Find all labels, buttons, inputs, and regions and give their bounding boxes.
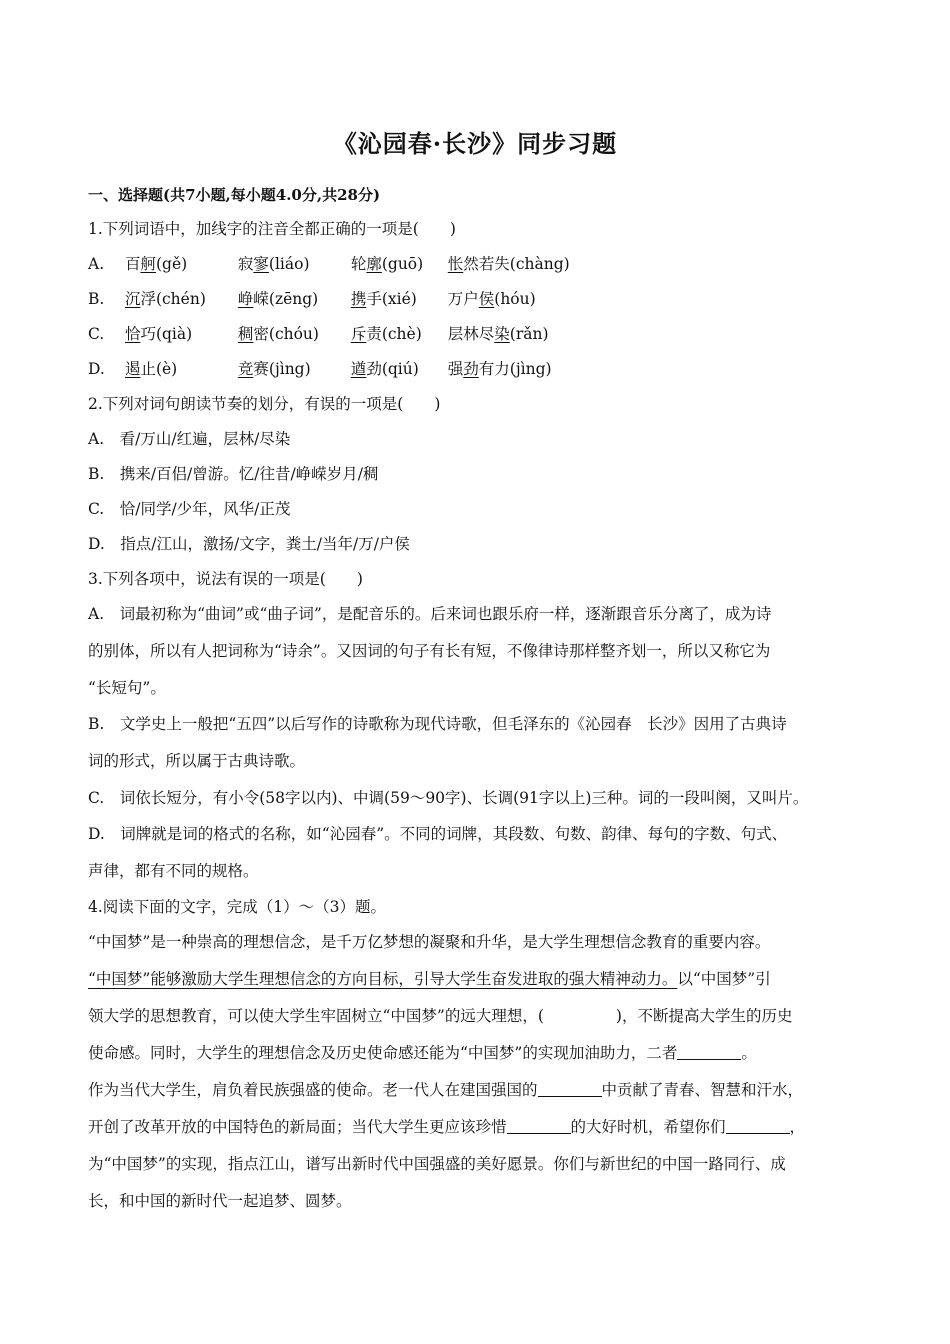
option-word: 强劲有力(jìng) [447,360,552,378]
question-3-option-b-line2: 词的形式，所以属于古典诗歌。 [88,752,306,770]
passage-line-5: 作为当代大学生，肩负着民族强盛的使命。老一代人在建国强国的 中贡献了青春、智慧和汗水， [88,1081,804,1099]
answer-blank[interactable] [507,1117,571,1134]
underlined-sentence: “中国梦”能够激励大学生理想信念的方向目标，引导大学生奋发进取的强大精神动力。 [88,970,678,988]
question-3-option-d-line1: D. 词牌就是词的格式的名称，如“沁园春”。不同的词牌，其段数、句数、韵律、每句的字数、句式、 [88,825,788,843]
option-label: B. [88,290,105,308]
option-label: A. [88,255,105,273]
question-3-option-a-line1: A. 词最初称为“曲词”或“曲子词”，是配音乐的。后来词也跟乐府一样，逐渐跟音乐分离了，成为诗 [88,605,772,623]
question-1-option-d [88,359,552,379]
question-3-option-b-line1: B. 文学史上一般把“五四”以后写作的诗歌称为现代诗歌，但毛泽东的《沁园春 长沙》因用了古典诗 [88,715,787,733]
option-word: 万户侯(hóu) [447,290,536,308]
passage-line-6: 开创了改革开放的中国特色的新局面；当代大学生更应该珍惜 的大好时机，希望你们 ， [88,1118,806,1136]
question-2-option-b: B. 携来/百侣/曾游。忆/往昔/峥嵘岁月/稠 [88,465,379,483]
answer-blank[interactable] [538,1080,602,1097]
option-word: 斥责(chè) [350,325,422,343]
question-3-option-c-line1: C. 词依长短分，有小令(58字以内)、中调(59～90字)、长调(91字以上)三种。词的一段叫阕，又叫片。 [88,789,809,807]
question-2-option-d: D. 指点/江山，激扬/文字，粪土/当年/万/户侯 [88,535,410,553]
question-4-stem: 4.阅读下面的文字，完成（1）～（3）题。 [88,898,387,916]
question-3-stem: 3.下列各项中，说法有误的一项是( ) [88,570,363,588]
option-word: 稠密(chóu) [237,325,319,343]
answer-blank[interactable] [726,1117,790,1134]
answer-blank[interactable] [677,1043,741,1060]
passage-line-4: 使命感。同时，大学生的理想信念及历史使命感还能为“中国梦”的实现加油助力，二者 。 [88,1044,757,1062]
passage-line-8: 长，和中国的新时代一起追梦、圆梦。 [88,1192,352,1210]
option-word: 百舸(gě) [124,255,188,273]
option-label: D. [88,360,105,378]
option-word: 恰巧(qià) [124,325,193,343]
option-word: 寂寥(liáo) [237,255,310,273]
question-1-stem: 1.下列词语中，加线字的注音全都正确的一项是( ) [88,220,456,238]
question-2-option-a: A. 看/万山/红遍，层林/尽染 [88,430,291,448]
question-2-stem: 2.下列对词句朗读节奏的划分，有误的一项是( ) [88,395,441,413]
option-word: 竞赛(jìng) [237,360,311,378]
page-title: 《沁园春·长沙》同步习题 [332,129,618,158]
question-1-option-c [88,324,549,344]
question-3-option-a-line3: “长短句”。 [88,679,166,697]
option-word: 层林尽染(rǎn) [447,325,549,343]
passage-line-3: 领大学的思想教育，可以使大学生牢固树立“中国梦”的远大理想，( )，不断提高大学生的历史 [88,1007,793,1025]
option-word: 峥嵘(zēng) [237,290,319,308]
option-word: 遒劲(qiú) [350,360,419,378]
option-label: C. [88,325,105,343]
option-word: 怅然若失(chàng) [447,255,570,273]
passage-line-1: “中国梦”是一种崇高的理想信念，是千万亿梦想的凝聚和升华，是大学生理想信念教育的重要内容。 [88,933,771,951]
question-3-option-a-line2: 的别体，所以有人把词称为“诗余”。又因词的句子有长有短，不像律诗那样整齐划一，所以又称它为 [88,642,771,660]
question-1-option-a [88,254,570,274]
option-word: 沉浮(chén) [124,290,206,308]
option-word: 轮廓(guō) [350,255,424,273]
section-heading: 一、选择题(共7小题,每小题4.0分,共28分) [88,186,381,204]
option-word: 携手(xié) [350,290,417,308]
option-word: 遏止(è) [124,360,178,378]
question-3-option-d-line2: 声律，都有不同的规格。 [88,862,259,880]
passage-line-2: “中国梦”能够激励大学生理想信念的方向目标，引导大学生奋发进取的强大精神动力。以“中国梦”引 [88,970,771,988]
passage-line-7: 为“中国梦”的实现，指点江山，谱写出新时代中国强盛的美好愿景。你们与新世纪的中国一路同行、成 [88,1155,786,1173]
question-1-option-b [88,289,536,309]
question-2-option-c: C. 恰/同学/少年，风华/正茂 [88,500,291,518]
